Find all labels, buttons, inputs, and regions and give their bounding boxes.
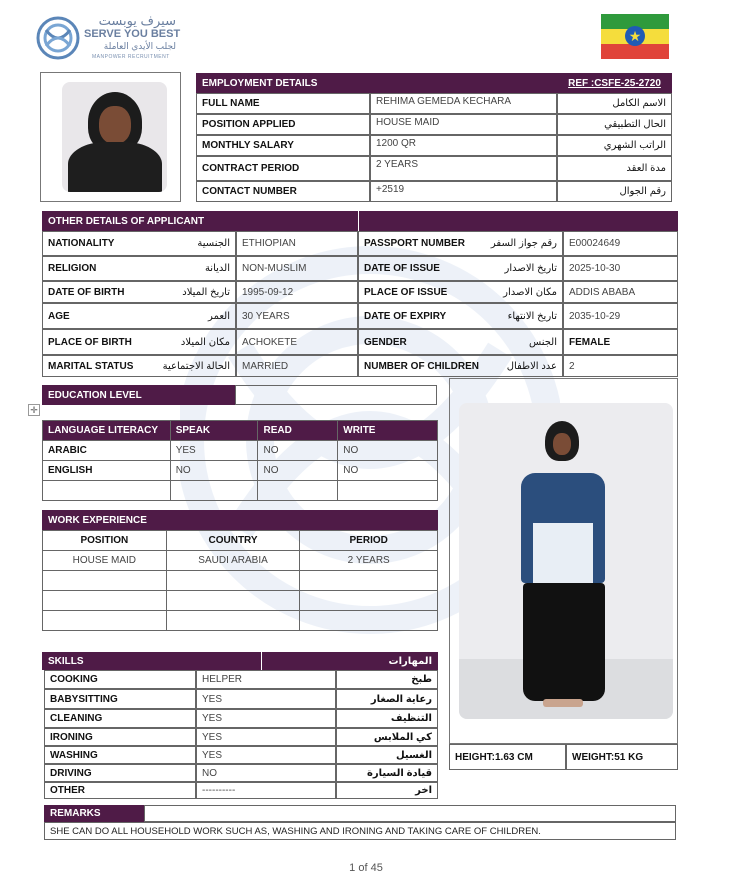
remarks-title: REMARKS: [50, 808, 101, 819]
ethiopia-flag: [601, 14, 669, 59]
portrait-frame: [40, 72, 181, 202]
education-title: EDUCATION LEVEL: [48, 389, 142, 401]
work-header-cell: COUNTRY: [166, 531, 300, 551]
employment-arabic-cell: [557, 93, 672, 114]
employment-arabic-label: رقم الجوال: [619, 186, 666, 197]
other-value-cell: [563, 329, 678, 355]
skill-arabic-cell: [336, 709, 438, 728]
language-cell: YES: [170, 441, 258, 461]
skill-arabic-cell: [336, 746, 438, 764]
other-label: PLACE OF BIRTH: [48, 336, 132, 348]
language-row: [43, 481, 438, 501]
skill-label: WASHING: [50, 749, 98, 761]
full-body-photo-frame: [449, 378, 678, 744]
other-label-cell: [42, 231, 236, 256]
other-arabic-label: الديانة: [204, 263, 230, 274]
skill-value: NO: [202, 767, 217, 779]
remarks-header: [44, 805, 144, 822]
other-label-cell: [42, 329, 236, 355]
skill-arabic-label: طبخ: [411, 674, 432, 685]
other-value-cell: [563, 303, 678, 329]
logo-sub: MANPOWER RECRUITMENT: [92, 54, 170, 60]
other-arabic-label: تاريخ الانتهاء: [507, 310, 557, 322]
remarks-header-rest: [144, 805, 676, 822]
employment-arabic-cell: [557, 135, 672, 156]
other-value: 2035-10-29: [569, 310, 621, 322]
other-value: ADDIS ABABA: [569, 286, 636, 298]
employment-value: +2519: [376, 184, 405, 195]
language-row: [43, 461, 438, 481]
other-label-cell: [358, 355, 563, 377]
employment-value: HOUSE MAID: [376, 117, 440, 128]
work-cell: SAUDI ARABIA: [166, 551, 300, 571]
other-value: ACHOKETE: [242, 336, 298, 348]
language-table: [42, 420, 438, 501]
work-cell: [166, 571, 300, 591]
language-row: [43, 441, 438, 461]
work-cell: HOUSE MAID: [43, 551, 167, 571]
other-label: PASSPORT NUMBER: [364, 238, 465, 249]
work-cell: [300, 571, 438, 591]
skills-title-arabic: المهارات: [388, 655, 432, 667]
skill-arabic-label: رعاية الصغار: [370, 693, 432, 705]
language-cell: ENGLISH: [43, 461, 171, 481]
other-arabic-label: مكان الميلاد: [180, 336, 230, 348]
skill-label: OTHER: [50, 785, 85, 796]
employment-label-cell: [196, 135, 370, 156]
other-arabic-label: مكان الاصدار: [503, 286, 557, 298]
skill-value: YES: [202, 713, 223, 724]
remarks-text: [44, 822, 676, 840]
other-header-divider: [358, 211, 359, 231]
other-label-cell: [358, 303, 563, 329]
skill-value: YES: [202, 731, 223, 743]
employment-label-cell: [196, 93, 370, 114]
work-cell: 2 YEARS: [300, 551, 438, 571]
other-arabic-label: الجنس: [528, 336, 557, 348]
skill-value-cell: [196, 689, 336, 709]
language-cell: ARABIC: [43, 441, 171, 461]
remarks-value: SHE CAN DO ALL HOUSEHOLD WORK SUCH AS, WASHING AND IRONING AND TAKING CARE OF CHILDREN.: [50, 825, 541, 837]
other-value-cell: [563, 281, 678, 303]
employment-value: 2 YEARS: [376, 159, 419, 170]
skill-value-cell: [196, 782, 336, 799]
work-header-cell: POSITION: [43, 531, 167, 551]
skill-label: COOKING: [50, 674, 98, 685]
employment-label: CONTRACT PERIOD: [202, 163, 300, 174]
reference-number: [557, 73, 672, 93]
logo-emblem-icon: [36, 16, 80, 60]
other-label: PLACE OF ISSUE: [364, 286, 448, 298]
employment-label: MONTHLY SALARY: [202, 140, 294, 151]
other-value: NON-MUSLIM: [242, 263, 307, 274]
skill-value-cell: [196, 728, 336, 746]
other-value-cell: [236, 231, 358, 256]
language-cell: [338, 481, 438, 501]
portrait-photo: [62, 82, 167, 192]
language-header-cell: READ: [258, 421, 338, 441]
weight-value: WEIGHT:51 KG: [572, 751, 644, 763]
other-details-header: [42, 211, 678, 231]
other-label-cell: [42, 256, 236, 281]
skill-label: DRIVING: [50, 767, 92, 779]
work-header-cell: PERIOD: [300, 531, 438, 551]
other-arabic-label: تاريخ الاصدار: [504, 263, 557, 274]
work-table: [42, 530, 438, 631]
skill-arabic-label: الغسيل: [395, 749, 432, 761]
skill-arabic-cell: [336, 764, 438, 782]
employment-value: 1200 QR: [376, 138, 417, 149]
weight-cell: [566, 744, 678, 770]
work-cell: [300, 591, 438, 611]
employment-value-cell: [370, 181, 557, 202]
other-arabic-label: تاريخ الميلاد: [182, 286, 230, 298]
company-logo: [36, 13, 181, 64]
logo-arabic-sub: لجلب الأيدي العاملة: [103, 41, 176, 51]
employment-label: POSITION APPLIED: [202, 119, 296, 130]
skill-label-cell: [44, 728, 196, 746]
language-cell: NO: [258, 441, 338, 461]
skill-arabic-cell: [336, 782, 438, 799]
other-value: 2025-10-30: [569, 263, 621, 274]
other-value-cell: [236, 281, 358, 303]
other-label-cell: [358, 231, 563, 256]
other-value-cell: [236, 303, 358, 329]
other-label: RELIGION: [48, 263, 97, 274]
height-cell: [449, 744, 566, 770]
other-arabic-label: الجنسية: [197, 238, 230, 249]
other-label-cell: [42, 355, 236, 377]
language-cell: [43, 481, 171, 501]
height-value: HEIGHT:1.63 CM: [455, 751, 533, 763]
skill-value-cell: [196, 670, 336, 689]
other-value-cell: [563, 355, 678, 377]
full-body-photo: [459, 403, 673, 719]
page-number: 1 of 45: [349, 862, 383, 874]
work-cell: [300, 611, 438, 631]
employment-arabic-cell: [557, 181, 672, 202]
logo-name: SERVE YOU BEST: [84, 28, 181, 40]
language-header-cell: WRITE: [338, 421, 438, 441]
other-value: FEMALE: [569, 336, 611, 348]
skill-arabic-label: قيادة السيارة: [366, 767, 432, 779]
language-header-row: [43, 421, 438, 441]
other-label-cell: [42, 281, 236, 303]
other-label: AGE: [48, 310, 70, 322]
skill-value-cell: [196, 709, 336, 728]
skills-title: SKILLS: [48, 655, 84, 667]
skill-value-cell: [196, 764, 336, 782]
work-cell: [43, 611, 167, 631]
work-experience-title: WORK EXPERIENCE: [48, 514, 147, 526]
other-value: 1995-09-12: [242, 286, 294, 298]
employment-value-cell: [370, 114, 557, 135]
work-cell: [166, 591, 300, 611]
other-label: DATE OF ISSUE: [364, 263, 440, 274]
language-cell: NO: [258, 461, 338, 481]
other-value: E00024649: [569, 238, 621, 249]
employment-arabic-label: الراتب الشهري: [603, 140, 666, 151]
employment-arabic-label: الحال التطبيقي: [604, 119, 666, 130]
other-label: NUMBER OF CHILDREN: [364, 360, 479, 372]
other-label-cell: [358, 281, 563, 303]
language-header-cell: SPEAK: [170, 421, 258, 441]
employment-arabic-label: مدة العقد: [626, 163, 666, 174]
work-row: [43, 611, 438, 631]
other-value: 30 YEARS: [242, 310, 290, 322]
other-value-cell: [236, 329, 358, 355]
skill-value: HELPER: [202, 674, 243, 685]
other-label-cell: [358, 329, 563, 355]
language-cell: NO: [338, 461, 438, 481]
work-row: [43, 591, 438, 611]
skill-label-cell: [44, 670, 196, 689]
skill-label: IRONING: [50, 731, 93, 743]
employment-arabic-cell: [557, 156, 672, 181]
skill-arabic-cell: [336, 670, 438, 689]
logo-arabic-name: سيرف يوبست: [98, 13, 176, 28]
employment-value-cell: [370, 93, 557, 114]
skill-label-cell: [44, 782, 196, 799]
employment-value-cell: [370, 156, 557, 181]
employment-value-cell: [370, 135, 557, 156]
work-row: [43, 571, 438, 591]
employment-label: CONTACT NUMBER: [202, 186, 297, 197]
work-cell: [43, 571, 167, 591]
other-arabic-label: رقم جواز السفر: [490, 238, 557, 249]
skill-label: BABYSITTING: [50, 693, 118, 705]
employment-header: EMPLOYMENT DETAILS: [196, 73, 557, 93]
work-experience-header: [42, 510, 438, 530]
skill-arabic-label: اخر: [415, 785, 432, 796]
skill-label-cell: [44, 689, 196, 709]
other-label: DATE OF BIRTH: [48, 286, 125, 298]
skill-arabic-label: التنظيف: [390, 713, 432, 724]
skills-header-divider: [261, 652, 262, 670]
education-header: [42, 385, 235, 405]
other-value-cell: [563, 256, 678, 281]
skill-value-cell: [196, 746, 336, 764]
other-value-cell: [236, 256, 358, 281]
other-arabic-label: عدد الاطفال: [506, 360, 557, 372]
other-arabic-label: العمر: [208, 310, 230, 322]
reference-text: REF :CSFE-25-2720: [568, 77, 661, 89]
language-cell: [258, 481, 338, 501]
skill-arabic-cell: [336, 689, 438, 709]
work-header-row: [43, 531, 438, 551]
move-handle-icon[interactable]: ✛: [28, 404, 40, 416]
skill-label: CLEANING: [50, 713, 103, 724]
other-label-cell: [42, 303, 236, 329]
employment-label-cell: [196, 114, 370, 135]
other-value: MARRIED: [242, 360, 289, 372]
employment-label: FULL NAME: [202, 98, 260, 109]
other-value: ETHIOPIAN: [242, 238, 296, 249]
other-label: GENDER: [364, 336, 407, 348]
other-value-cell: [236, 355, 358, 377]
skill-arabic-cell: [336, 728, 438, 746]
work-row: [43, 551, 438, 571]
language-cell: NO: [170, 461, 258, 481]
education-value: [235, 385, 437, 405]
skill-value: YES: [202, 693, 223, 705]
language-cell: NO: [338, 441, 438, 461]
other-details-title: OTHER DETAILS OF APPLICANT: [48, 215, 205, 227]
work-cell: [166, 611, 300, 631]
other-value: 2: [569, 360, 575, 372]
employment-label-cell: [196, 181, 370, 202]
work-cell: [43, 591, 167, 611]
skills-header: [42, 652, 438, 670]
skill-label-cell: [44, 746, 196, 764]
language-cell: [170, 481, 258, 501]
skill-label-cell: [44, 709, 196, 728]
flag-star-icon: ★: [625, 26, 645, 46]
employment-arabic-label: الاسم الكامل: [612, 98, 666, 109]
skill-value: YES: [202, 749, 223, 761]
other-label: MARITAL STATUS: [48, 360, 134, 372]
employment-label-cell: [196, 156, 370, 181]
skill-label-cell: [44, 764, 196, 782]
other-label: NATIONALITY: [48, 238, 115, 249]
skill-arabic-label: كي الملابس: [373, 731, 432, 743]
language-header-cell: LANGUAGE LITERACY: [43, 421, 171, 441]
skill-value: ----------: [202, 785, 236, 796]
other-label-cell: [358, 256, 563, 281]
employment-arabic-cell: [557, 114, 672, 135]
other-label: DATE OF EXPIRY: [364, 310, 447, 322]
other-value-cell: [563, 231, 678, 256]
other-arabic-label: الحالة الاجتماعية: [162, 360, 230, 372]
employment-value: REHIMA GEMEDA KECHARA: [376, 96, 512, 107]
